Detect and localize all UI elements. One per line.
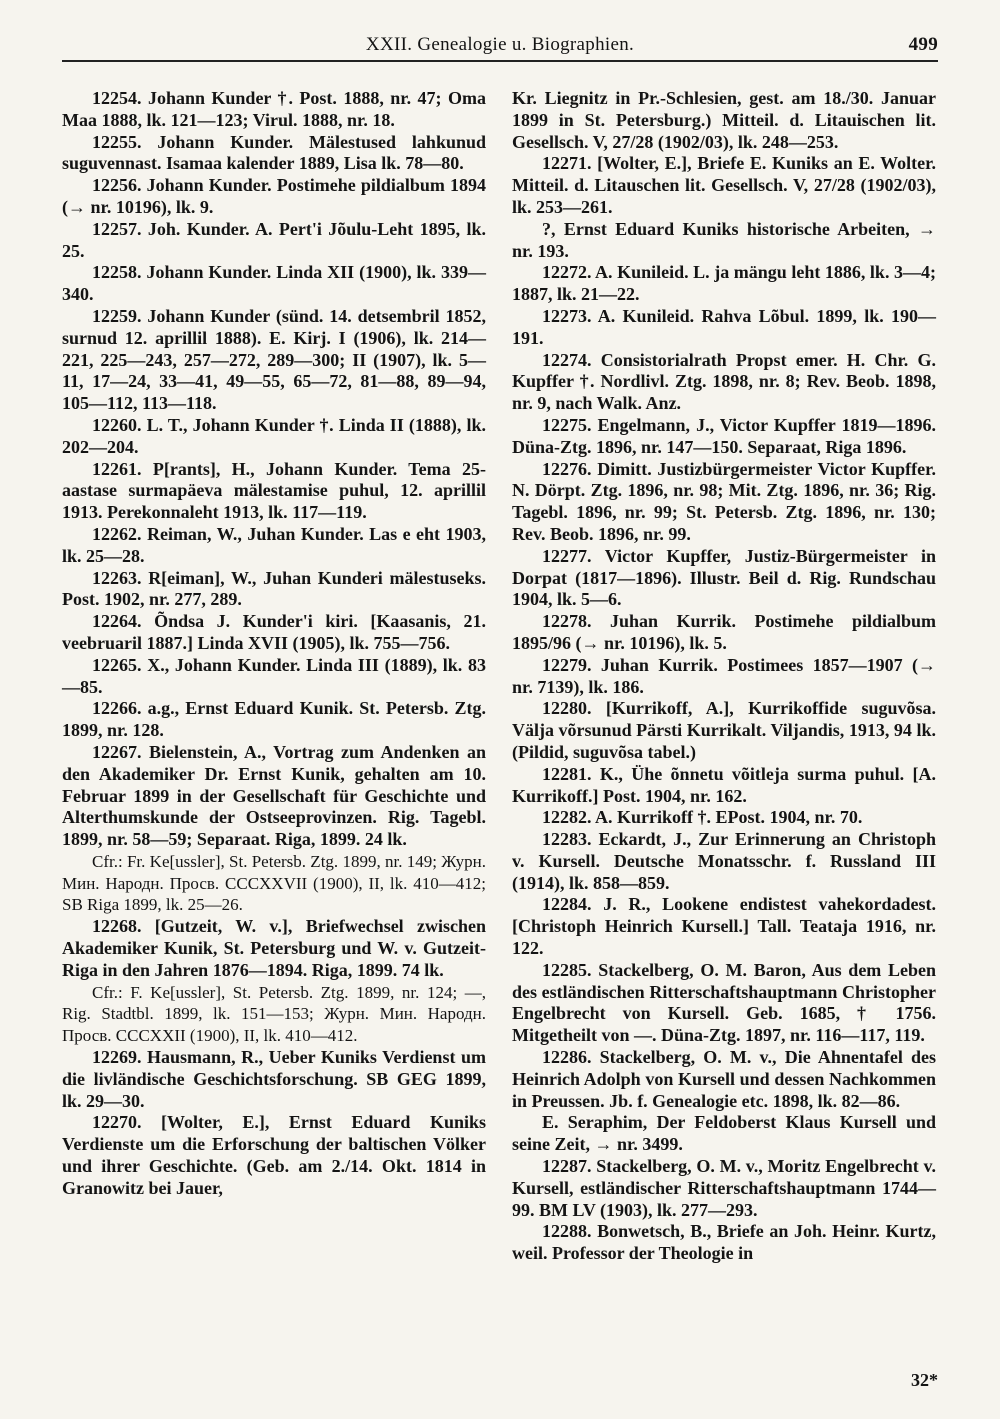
entry-12274: 12274. Consistorialrath Propst emer. H. Chr. G. Kupffer †. Nordlivl. Ztg. 1898, nr. 8; Rev. Beob. 1898, nr. 9, nach Walk. Anz. [512, 349, 936, 414]
entry-12266: 12266. a.g., Ernst Eduard Kunik. St. Petersb. Ztg. 1899, nr. 128. [62, 698, 486, 741]
header-rule [62, 60, 938, 62]
entry-12269: 12269. Hausmann, R., Ueber Kuniks Verdienst um die livländische Geschichtsforschung. SB GEG 1899, lk. 29—30. [62, 1047, 486, 1111]
entry-12256: 12256. Johann Kunder. Postimehe pildialbum 1894 (→ nr. 10196), lk. 9. [62, 175, 486, 217]
entry-12287: 12287. Stackelberg, O. M. v., Moritz Engelbrecht v. Kursell, estländischer Ritterschaftshauptmann 1744—99. BM LV (1903), lk. 277—293. [512, 1156, 936, 1220]
signature-mark: 32* [911, 1370, 938, 1390]
cfr-note-12268: Cfr.: F. Ke[ussler], St. Petersb. Ztg. 1899, nr. 124; —, Rig. Stadtbl. 1899, lk. 151—153; Журн. Мин. Народн. Просв. CCCXXII (1900), II, lk. 410—412. [62, 982, 486, 1046]
entry-12276: 12276. Dimitt. Justizbürgermeister Victor Kupffer. N. Dörpt. Ztg. 1896, nr. 98; Mit. Ztg. 1896, nr. 36; Rig. Tagebl. 1896, nr. 99; St. Petersb. Ztg. 1896, nr. 130; Rev. Beob. 1896, nr. 99. [512, 458, 936, 544]
entry-12257: 12257. Joh. Kunder. A. Pert'i Jõulu-Leht 1895, lk. 25. [62, 218, 486, 261]
entry-12263: 12263. R[eiman], W., Juhan Kunderi mälestuseks. Post. 1902, nr. 277, 289. [62, 567, 486, 610]
entry-12280: 12280. [Kurrikoff, A.], Kurrikoffide suguvõsa. Välja võrsunud Pärsti Kurrikalt. Viljandis, 1913, 94 lk. (Pildid, suguvõsa tabel.) [512, 698, 936, 762]
entry-12268: 12268. [Gutzeit, W. v.], Briefwechsel zwischen Akademiker Kunik, St. Petersburg und W. v. Gutzeit-Riga in den Jahren 1876—1894. Riga, 1899. 74 lk. [62, 916, 486, 980]
entry-12273: 12273. A. Kunileid. Rahva Lõbul. 1899, lk. 190—191. [512, 305, 936, 348]
entry-12277: 12277. Victor Kupffer, Justiz-Bürgermeister in Dorpat (1817—1896). Illustr. Beil d. Rig. Rundschau 1904, lk. 5—6. [512, 545, 936, 610]
entry-12282: 12282. A. Kurrikoff †. EPost. 1904, nr. 70. [542, 807, 863, 828]
entry-12262: 12262. Reiman, W., Juhan Kunder. Las e eht 1903, lk. 25—28. [62, 523, 486, 566]
entry-12279: 12279. Juhan Kurrik. Postimees 1857—1907 (→ nr. 7139), lk. 186. [512, 654, 936, 697]
entry-12270: 12270. [Wolter, E.], Ernst Eduard Kuniks Verdienste um die Erforschung der baltischen Völker und ihrer Geschichte. (Geb. am 2./14. Okt. 1814 in Granowitz bei Jauer, [62, 1112, 486, 1198]
cross-reference-3499: E. Seraphim, Der Feldoberst Klaus Kursell und seine Zeit, → nr. 3499. [512, 1112, 936, 1155]
entry-12259: 12259. Johann Kunder (sünd. 14. detsembril 1852, surnud 12. aprillil 1888). E. Kirj. I (1906), lk. 214—221, 225—243, 257—272, 289—300; II (1907), lk. 5—11, 17—24, 33—41, 49—55, 65—72, 81—88, 89—94, 105—112, 113—118. [62, 305, 486, 414]
entry-12283: 12283. Eckardt, J., Zur Erinnerung an Christoph v. Kursell. Deutsche Monatsschr. f. Russland III (1914), lk. 858—859. [512, 829, 936, 893]
entry-12254: 12254. Johann Kunder †. Post. 1888, nr. 47; Oma Maa 1888, lk. 121—123; Virul. 1888, nr. 18. [62, 88, 486, 130]
entry-12261: 12261. P[rants], H., Johann Kunder. Tema 25-aastase surmapäeva mälestamise puhul, 12. aprillil 1913. Perekonnaleht 1913, lk. 117—119. [62, 458, 486, 523]
entry-12260: 12260. L. T., Johann Kunder †. Linda II (1888), lk. 202—204. [62, 414, 486, 457]
entry-12286: 12286. Stackelberg, O. M. v., Die Ahnentafel des Heinrich Adolph von Kursell und dessen Nachkommen in Preussen. Jb. f. Genealogie etc. 1898, lk. 82—86. [512, 1047, 936, 1111]
entry-12284: 12284. J. R., Lookene endistest vahekordadest. [Christoph Heinrich Kursell.] Tall. Teataja 1916, nr. 122. [512, 894, 936, 959]
left-column [62, 88, 486, 1200]
cfr-note-12267: Cfr.: Fr. Ke[ussler], St. Petersb. Ztg. 1899, nr. 149; Журн. Мин. Народн. Просв. CCCXXVII (1900), II, lk. 410—412; SB Riga 1899, lk. 25—26. [62, 851, 486, 915]
page-number: 499 [908, 34, 938, 55]
entry-12272: 12272. A. Kunileid. L. ja mängu leht 1886, lk. 3—4; 1887, lk. 21—22. [512, 262, 936, 305]
cross-reference-193: ?, Ernst Eduard Kuniks historische Arbeiten, → nr. 193. [512, 218, 936, 261]
running-title: XXII. Genealogie u. Biographien. [365, 34, 635, 55]
entry-12265: 12265. X., Johann Kunder. Linda III (1889), lk. 83—85. [62, 654, 486, 697]
entry-12271: 12271. [Wolter, E.], Briefe E. Kuniks an E. Wolter. Mitteil. d. Litauschen lit. Gesellsch. V, 27/28 (1902/03), lk. 253—261. [512, 153, 936, 217]
entry-12288: 12288. Bonwetsch, B., Briefe an Joh. Heinr. Kurtz, weil. Professor der Theologie in [512, 1221, 936, 1264]
entry-12267: 12267. Bielenstein, A., Vortrag zum Andenken an den Akademiker Dr. Ernst Kunik, gehalten am 10. Februar 1899 in der Gesellschaft für Geschichte und Alterthumskunde der Ostseeprovinzen. Rig. Tagebl. 1899, nr. 58—59; Separaat. Riga, 1899. 24 lk. [62, 741, 486, 850]
entry-12285: 12285. Stackelberg, O. M. Baron, Aus dem Leben des estländischen Ritterschaftshauptmann Christopher Engelbrecht von Kursell. Geb. 1685, † 1756. Mitgetheilt von —. Düna-Ztg. 1897, nr. 116—117, 119. [512, 959, 936, 1046]
entry-12255: 12255. Johann Kunder. Mälestused lahkunud suguvennast. Isamaa kalender 1889, Lisa lk. 78—80. [62, 131, 486, 174]
entry-12281: 12281. K., Ühe õnnetu võitleja surma puhul. [A. Kurrikoff.] Post. 1904, nr. 162. [512, 763, 936, 806]
entry-12258: 12258. Johann Kunder. Linda XII (1900), lk. 339—340. [62, 262, 486, 305]
entry-12275: 12275. Engelmann, J., Victor Kupffer 1819—1896. Düna-Ztg. 1896, nr. 147—150. Separaat, Riga 1896. [512, 414, 936, 457]
entry-12264: 12264. Õndsa J. Kunder'i kiri. [Kaasanis, 21. veebruaril 1887.] Linda XVII (1905), lk. 755—756. [62, 611, 486, 653]
page-header [62, 30, 938, 60]
right-column [512, 88, 936, 1265]
entry-12270-continued: Kr. Liegnitz in Pr.-Schlesien, gest. am 18./30. Januar 1899 in St. Petersburg.) Mitteil. d. Litauischen lit. Gesellsch. V, 27/28 (1902/03), lk. 248—253. [512, 88, 936, 152]
entry-12278: 12278. Juhan Kurrik. Postimehe pildialbum 1895/96 (→ nr. 10196), lk. 5. [512, 611, 936, 653]
